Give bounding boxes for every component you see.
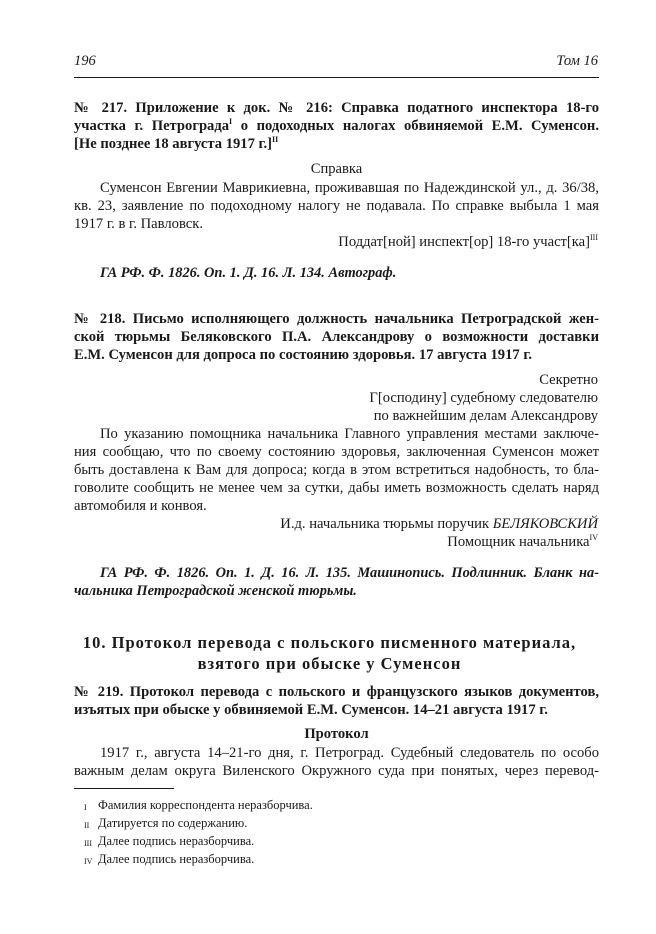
doc218-addressee-line1: Г[осподину] судебному следователю — [369, 390, 598, 406]
doc218-signature-prefix: И.д. начальника тюрьмы поручик — [280, 516, 493, 532]
footnote-mark: I — [84, 803, 87, 812]
doc218-source-line2: чальника Петроградской женской тюрьмы. — [74, 583, 357, 599]
footnote-text: Датируется по содержанию. — [98, 816, 248, 830]
doc217-title-line3 — [74, 136, 278, 153]
footnote-2 — [84, 816, 248, 831]
footnote-mark: II — [84, 821, 90, 830]
doc218-addressee-line2: по важнейшим делам Александрову — [373, 408, 598, 424]
doc218-body-line3: быть доставлена к Вам для допроса; когда в этом встретиться надобность, то бла- — [74, 462, 599, 478]
footnote-text: Далее подпись неразборчива. — [98, 834, 255, 848]
doc219-title-line2: изъятых при обыске у обвиняемой Е.М. Суменсон. 14–21 августа 1917 г. — [74, 702, 548, 718]
doc218-title-line2: ской тюрьмы Беляковского П.А. Александрову о возможности доставки — [74, 329, 599, 345]
footnote-ref-3: III — [590, 233, 598, 243]
footnote-1 — [84, 798, 313, 813]
section10-title-line1: 10. Протокол перевода с польского писменного материала, — [82, 633, 577, 652]
doc217-heading: Справка — [310, 161, 363, 177]
footnote-3 — [84, 834, 255, 849]
footnote-ref-1: I — [229, 117, 233, 127]
doc219-body-line1: 1917 г., августа 14–21-го дня, г. Петроград. Судебный следователь по особо — [100, 745, 599, 761]
doc217-title-part: участка г. Петрограда — [74, 118, 230, 134]
doc217-title-part: о подоходных налогах обвиняемой Е.М. Суменсон. — [232, 118, 599, 134]
doc217-title-line1: № 217. Приложение к док. № 216: Справка податного инспектора 18-го — [74, 100, 599, 116]
volume-label: Том 16 — [556, 53, 598, 69]
header-rule — [74, 77, 599, 78]
doc219-body-line2: важным делам округа Виленского Окружного суда при понятых, через перевод- — [74, 763, 599, 779]
doc217-signature — [338, 234, 598, 251]
page-number: 196 — [74, 53, 96, 69]
doc218-title-line1: № 218. Письмо исполняющего должность начальника Петроградской жен- — [74, 311, 599, 327]
footnote-text: Далее подпись неразборчива. — [98, 852, 255, 866]
doc217-source: ГА РФ. Ф. 1826. Оп. 1. Д. 16. Л. 134. Автограф. — [100, 265, 397, 281]
doc218-body-line4: говолите сообщить не менее чем за сутки, дабы иметь возможность сделать наряд — [74, 480, 599, 496]
doc217-body-line1: Суменсон Евгении Маврикиевна, проживавшая по Надеждинской ул., д. 36/38, — [100, 180, 599, 196]
doc218-signature — [280, 516, 598, 533]
footnote-mark: III — [84, 839, 92, 848]
doc218-title-line3: Е.М. Суменсон для допроса по состоянию здоровья. 17 августа 1917 г. — [74, 347, 532, 363]
section10-title-line2: взятого при обыске у Суменсон — [197, 654, 462, 673]
doc217-title-line2 — [74, 118, 599, 135]
doc218-assistant — [447, 534, 598, 551]
doc217-body-line2: кв. 23, заявление по подоходному налогу не подавала. По справке выбыла 1 мая — [74, 198, 599, 214]
footnote-text: Фамилия корреспондента неразборчива. — [98, 798, 313, 812]
doc217-date: [Не позднее 18 августа 1917 г.] — [74, 136, 273, 152]
doc219-title-line1: № 219. Протокол перевода с польского и французского языков документов, — [74, 684, 599, 700]
doc218-body-line5: автомобиля и конвоя. — [74, 498, 207, 514]
doc218-body-line1: По указанию помощника начальника Главного управления местами заключе- — [100, 426, 599, 442]
footnote-ref-2: II — [272, 135, 279, 145]
doc218-body-line2: ния сообщаю, что по своему состоянию здоровья, заключенная Суменсон может — [74, 444, 599, 460]
footnote-rule — [74, 788, 174, 789]
doc219-heading: Протокол — [304, 726, 369, 742]
doc217-body-line3: 1917 г. в г. Павловск. — [74, 216, 203, 232]
footnote-ref-4: IV — [589, 533, 598, 543]
footnote-mark: IV — [84, 857, 93, 866]
doc218-secret-mark: Секретно — [539, 372, 598, 388]
doc218-assistant-text: Помощник начальника — [447, 534, 590, 550]
footnote-4 — [84, 852, 255, 867]
doc218-signature-name: БЕЛЯКОВСКИЙ — [492, 516, 598, 532]
doc217-signature-text: Поддат[ной] инспект[ор] 18-го участ[ка] — [338, 234, 590, 250]
doc218-source-line1: ГА РФ. Ф. 1826. Оп. 1. Д. 16. Л. 135. Машинопись. Подлинник. Бланк на- — [100, 565, 599, 581]
